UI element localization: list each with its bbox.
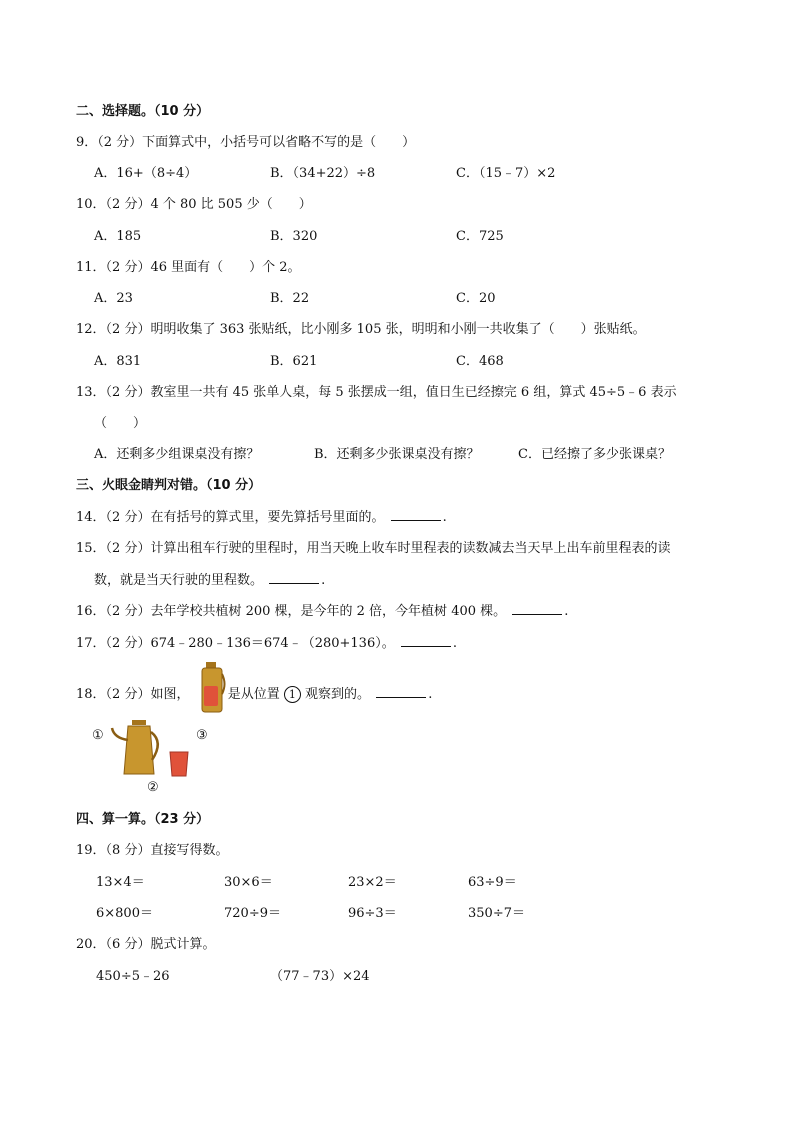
q18-text: 18．（2 分）如图，: [76, 687, 190, 702]
q14-answer-blank[interactable]: [391, 508, 441, 521]
section-title-choice: 二、选择题。（10 分）: [76, 104, 210, 119]
question-15: 15．（2 分）计算出租车行驶的里程时，用当天晚上收车时里程表的读数减去当天早上出车前里程表的读: [76, 541, 671, 556]
kettle-lid-icon: [132, 720, 146, 725]
kettle-front-view-image: [196, 660, 228, 716]
kettle-and-cup-image: [110, 718, 192, 780]
cup-icon: [204, 686, 218, 706]
q14-text: 14．（2 分）在有括号的算式里，要先算括号里面的。: [76, 510, 385, 525]
q18-figure: [92, 718, 216, 798]
q19-calc-2: 30×6＝: [224, 875, 273, 890]
q10-option-c[interactable]: C．725: [456, 229, 504, 244]
position-label-3: ③: [196, 728, 208, 743]
q9-option-b[interactable]: B．（34+22）÷8: [270, 166, 376, 181]
q17-end: .: [452, 636, 457, 651]
q15-answer-blank[interactable]: [269, 571, 319, 584]
question-15-cont: [94, 571, 325, 590]
q18-position-circle: 1: [284, 686, 301, 703]
q10-option-a[interactable]: A．185: [94, 229, 142, 244]
kettle-lid-icon: [206, 662, 216, 668]
q18-text3: 观察到的。: [305, 687, 371, 702]
question-16: [76, 602, 568, 621]
q11-option-b[interactable]: B．22: [270, 291, 310, 306]
q11-option-a[interactable]: A．23: [94, 291, 133, 306]
question-18: [76, 680, 432, 704]
q18-answer-blank[interactable]: [376, 685, 426, 698]
question-9: 9．（2 分）下面算式中，小括号可以省略不写的是（ ）: [76, 135, 416, 150]
q12-option-b[interactable]: B．621: [270, 354, 318, 369]
section-title-calc: 四、算一算。（23 分）: [76, 812, 210, 827]
q16-answer-blank[interactable]: [512, 602, 562, 615]
q19-calc-3: 23×2＝: [348, 875, 397, 890]
q13-option-a[interactable]: A．还剩多少组课桌没有擦？: [94, 447, 260, 462]
question-17: [76, 634, 457, 653]
q19-calc-5: 6×800＝: [96, 906, 153, 921]
q19-calc-4: 63÷9＝: [468, 875, 517, 890]
q12-option-a[interactable]: A．831: [94, 354, 142, 369]
q9-option-a[interactable]: A．16+（8÷4）: [94, 166, 198, 181]
q15-end: .: [321, 573, 326, 588]
q16-end: .: [564, 604, 569, 619]
q19-calc-6: 720÷9＝: [224, 906, 281, 921]
q20-expr-1: 450÷5﹣26: [96, 969, 170, 984]
q9-option-c[interactable]: C．（15﹣7）×2: [456, 166, 556, 181]
q11-option-c[interactable]: C．20: [456, 291, 496, 306]
q17-text: 17．（2 分）674﹣280﹣136＝674﹣（280+136）。: [76, 636, 395, 651]
q18-end: .: [428, 687, 433, 702]
position-label-2: ②: [147, 780, 159, 795]
question-12: 12．（2 分）明明收集了 363 张贴纸，比小刚多 105 张，明明和小刚一共收集了（ ）张贴纸。: [76, 322, 646, 337]
q13-answer-paren: （ ）: [94, 416, 147, 431]
q20-expr-2: （77﹣73）×24: [270, 969, 370, 984]
q19-calc-8: 350÷7＝: [468, 906, 525, 921]
question-11: 11．（2 分）46 里面有（ ）个 2。: [76, 260, 301, 275]
q16-text: 16．（2 分）去年学校共植树 200 棵，是今年的 2 倍，今年植树 400 棵。: [76, 604, 507, 619]
q13-option-b[interactable]: B．还剩多少张课桌没有擦？: [314, 447, 480, 462]
question-10: 10．（2 分）4 个 80 比 505 少（ ）: [76, 197, 312, 212]
q19-calc-7: 96÷3＝: [348, 906, 397, 921]
kettle-spout-icon: [112, 728, 128, 740]
question-20: 20．（6 分）脱式计算。: [76, 937, 216, 952]
q13-option-c[interactable]: C．已经擦了多少张课桌？: [518, 447, 671, 462]
section-title-true-false: 三、火眼金睛判对错。（10 分）: [76, 478, 262, 493]
q19-calc-1: 13×4＝: [96, 875, 145, 890]
q15-text2: 数，就是当天行驶的里程数。: [94, 573, 264, 588]
q12-option-c[interactable]: C．468: [456, 354, 504, 369]
q17-answer-blank[interactable]: [401, 634, 451, 647]
q14-end: .: [442, 510, 447, 525]
q18-text2: 是从位置: [227, 687, 280, 702]
position-label-1: ①: [92, 728, 104, 743]
q10-option-b[interactable]: B．320: [270, 229, 318, 244]
question-19: 19．（8 分）直接写得数。: [76, 843, 229, 858]
cup-icon: [170, 752, 188, 776]
question-14: [76, 508, 447, 527]
kettle-body-icon: [124, 726, 154, 774]
question-13: 13．（2 分）教室里一共有 45 张单人桌，每 5 张摆成一组，值日生已经擦完 6 组，算式 45÷5﹣6 表示: [76, 385, 677, 400]
